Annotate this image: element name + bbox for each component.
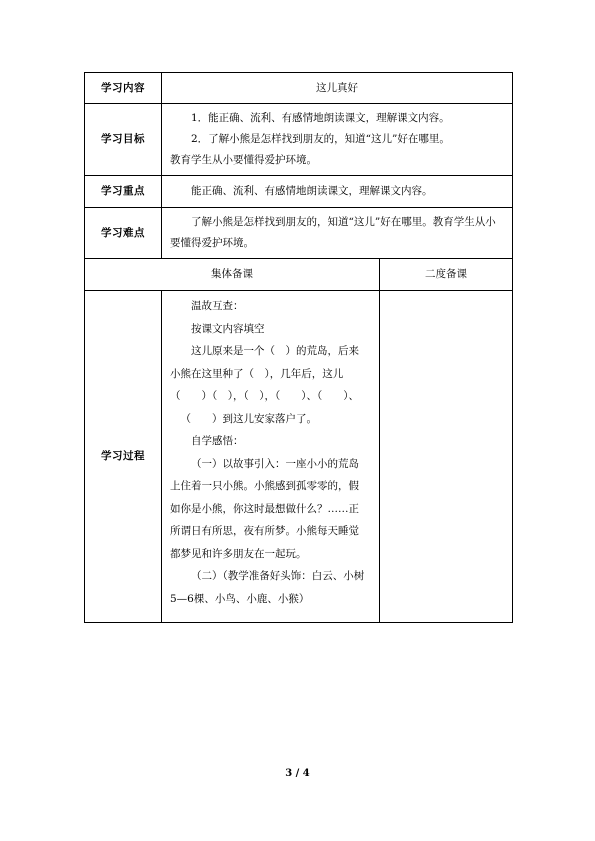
row-difficulty [85,208,513,259]
process-line: （二）（教学准备好头饰：白云、小树5—6棵、小鸟、小鹿、小猴） [170,570,365,605]
content-label: 学习内容 [85,73,162,104]
row-column-headers [85,259,513,291]
process-cell [162,291,380,623]
process-label: 学习过程 [85,291,162,623]
difficulty-cell [162,208,513,259]
difficulty-label: 学习难点 [85,208,162,259]
goal-line: 1．能正确、流利、有感情地朗读课文，理解课文内容。 [191,112,450,124]
second-prep-cell [380,291,513,623]
process-line: （一）以故事引入：一座小小的荒岛上住着一只小熊。小熊感到孤零零的，假如你是小熊，你这时最想做什么？……正所谓日有所思，夜有所梦。小熊每天睡觉都梦见和许多朋友在一起玩。 [170,457,359,560]
row-process [85,291,513,623]
goal-line: 2．了解小熊是怎样找到朋友的，知道“这儿”好在哪里。 [191,133,450,145]
process-line: 这儿原来是一个（ ）的荒岛，后来小熊在这里种了（ ），几年后，这儿（ ）（ ），（ ），（ ）、（ ）、 [170,345,359,402]
process-line: 按课文内容填空 [191,322,265,335]
row-goals [85,104,513,176]
process-line: （ ）到这儿安家落户了。 [180,412,317,425]
key-value: 能正确、流利、有感情地朗读课文，理解课文内容。 [191,185,433,197]
content-value: 这儿真好 [162,73,513,104]
key-label: 学习重点 [85,176,162,208]
process-line: 自学感悟： [191,435,244,447]
goal-cell [162,104,513,176]
lesson-plan-table [84,72,513,623]
collective-header: 集体备课 [85,259,380,291]
second-header: 二度备课 [380,259,513,291]
difficulty-value: 了解小熊是怎样找到朋友的，知道“这儿”好在哪里。教育学生从小要懂得爱护环境。 [170,216,496,249]
key-cell [162,176,513,208]
goal-label: 学习目标 [85,104,162,176]
process-line: 温故互查： [191,300,244,312]
row-key [85,176,513,208]
goal-line: 教育学生从小要懂得爱护环境。 [170,154,317,166]
page-number: 3 / 4 [285,768,310,779]
row-content [85,73,513,104]
